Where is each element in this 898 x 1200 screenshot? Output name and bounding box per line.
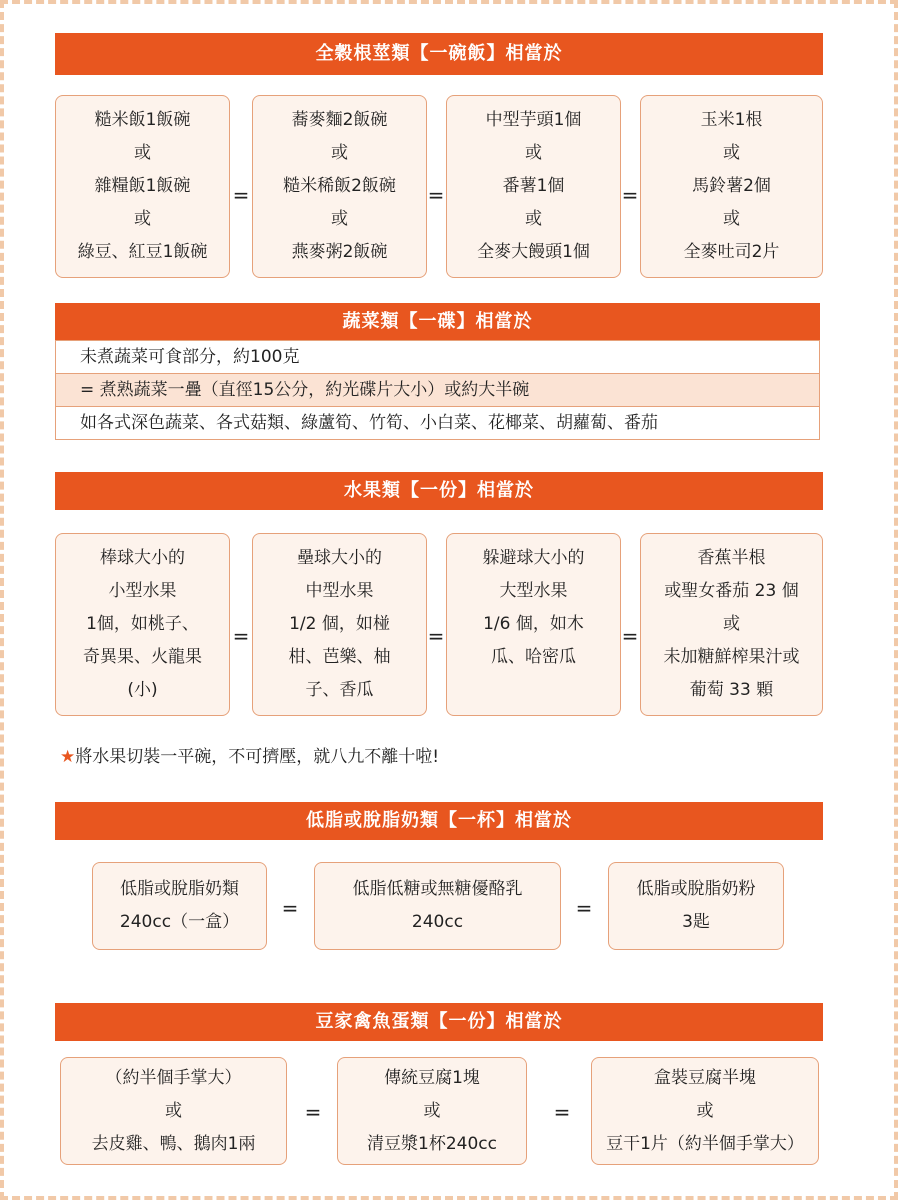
equals-sign: = [281, 896, 299, 920]
star-icon: ★ [60, 747, 76, 767]
grains-box-1 [55, 95, 230, 278]
dairy-box-2-line: 240cc [411, 912, 464, 932]
protein-box-2-line: 傳統豆腐1塊 [384, 1067, 480, 1088]
dairy-box-2 [314, 862, 561, 950]
dairy-box-2-line: 低脂低糖或無糖優酪乳 [352, 879, 523, 899]
fruits-box-4-line: 或 [723, 614, 740, 634]
protein-box-1 [60, 1057, 287, 1165]
dairy-title: 低脂或脫脂奶類【一杯】相當於 [55, 802, 823, 840]
fruits-box-1-line: (小) [127, 680, 158, 700]
equals-sign: = [232, 183, 250, 207]
protein-box-1-line: 或 [165, 1100, 182, 1121]
fruits-box-1-line: 奇異果、火龍果 [83, 647, 202, 667]
fruits-box-4-line: 葡萄 33 顆 [689, 680, 774, 700]
vegetables-table [55, 340, 820, 440]
grains-box-4-line: 或 [723, 209, 740, 229]
grains-box-4-line: 馬鈴薯2個 [692, 176, 771, 196]
fruits-box-3-line: 瓜、哈密瓜 [491, 647, 576, 667]
protein-box-2-line: 或 [423, 1100, 441, 1121]
grains-box-3-line: 番薯1個 [502, 176, 565, 196]
fruits-title: 水果類【一份】相當於 [55, 472, 823, 510]
protein-box-2-line: 清豆漿1杯240cc [367, 1133, 497, 1154]
grains-box-4 [640, 95, 823, 278]
dairy-box-1-line: 240cc（一盒） [119, 912, 240, 932]
grains-box-2-line: 糙米稀飯2飯碗 [283, 176, 396, 196]
fruits-box-3-line: 1/6 個，如木 [483, 614, 584, 634]
equals-sign: = [232, 624, 250, 648]
grains-box-2-line: 或 [331, 209, 348, 229]
dairy-box-1 [92, 862, 267, 950]
fruits-box-3-line: 躲避球大小的 [482, 548, 585, 568]
fruits-box-2-line: 1/2 個，如椪 [289, 614, 390, 634]
dairy-box-1-line: 低脂或脫脂奶類 [120, 879, 239, 899]
equals-sign: = [427, 183, 445, 207]
grains-box-3 [446, 95, 621, 278]
fruits-box-4-line: 或聖女番茄 23 個 [664, 581, 799, 601]
equals-sign: = [553, 1100, 571, 1124]
grains-box-3-line: 全麥大饅頭1個 [477, 242, 590, 262]
protein-title: 豆家禽魚蛋類【一份】相當於 [55, 1003, 823, 1041]
equals-sign: = [427, 624, 445, 648]
grains-box-3-line: 或 [525, 143, 542, 163]
protein-box-3-line: 豆干1片（約半個手掌大） [606, 1133, 804, 1154]
dairy-box-3-line: 低脂或脫脂奶粉 [636, 879, 756, 899]
fruits-box-1 [55, 533, 230, 716]
grains-box-1-line: 綠豆、紅豆1飯碗 [77, 242, 208, 262]
vegetables-row: = 煮熟蔬菜一疊（直徑15公分，約光碟片大小）或約大半碗 [56, 373, 819, 406]
fruits-box-2-line: 壘球大小的 [297, 548, 382, 568]
fruit-tip-note [60, 742, 439, 767]
grains-box-2-line: 燕麥粥2飯碗 [291, 242, 388, 262]
dairy-box-3 [608, 862, 784, 950]
fruits-box-4-line: 未加糖鮮榨果汁或 [663, 647, 800, 667]
protein-box-3 [591, 1057, 819, 1165]
grains-box-2 [252, 95, 427, 278]
fruits-box-3-line: 大型水果 [499, 581, 568, 601]
grains-title: 全穀根莖類【一碗飯】相當於 [55, 33, 823, 75]
fruits-box-2-line: 中型水果 [305, 581, 374, 601]
grains-box-1-line: 糙米飯1飯碗 [94, 110, 191, 130]
fruits-box-2 [252, 533, 427, 716]
vegetables-row: 未煮蔬菜可食部分，約100克 [56, 340, 819, 373]
fruits-box-4-line: 香蕉半根 [697, 548, 766, 568]
fruits-box-1-line: 棒球大小的 [100, 548, 185, 568]
equals-sign: = [575, 896, 593, 920]
dairy-box-3-line: 3匙 [682, 912, 710, 932]
protein-box-3-line: 或 [696, 1100, 714, 1121]
equals-sign: = [621, 624, 639, 648]
fruits-box-2-line: 子、香瓜 [305, 680, 374, 700]
grains-box-4-line: 玉米1根 [700, 110, 763, 130]
fruits-box-1-line: 小型水果 [108, 581, 177, 601]
grains-box-4-line: 或 [723, 143, 740, 163]
protein-box-2 [337, 1057, 527, 1165]
protein-box-1-line: （約半個手掌大） [105, 1067, 242, 1088]
fruits-box-3 [446, 533, 621, 716]
grains-box-1-line: 或 [134, 143, 151, 163]
vegetables-row: 如各式深色蔬菜、各式菇類、綠蘆筍、竹筍、小白菜、花椰菜、胡蘿蔔、番茄 [56, 406, 819, 439]
protein-box-1-line: 去皮雞、鴨、鵝肉1兩 [91, 1133, 256, 1154]
fruits-box-4 [640, 533, 823, 716]
equals-sign: = [621, 183, 639, 207]
fruits-box-1-line: 1個，如桃子、 [86, 614, 199, 634]
grains-box-1-line: 或 [134, 209, 151, 229]
equals-sign: = [304, 1100, 322, 1124]
grains-box-4-line: 全麥吐司2片 [683, 242, 780, 262]
vegetables-title: 蔬菜類【一碟】相當於 [55, 303, 820, 341]
grains-box-3-line: 中型芋頭1個 [485, 110, 582, 130]
grains-box-2-line: 或 [331, 143, 348, 163]
grains-box-1-line: 雜糧飯1飯碗 [94, 176, 191, 196]
grains-box-2-line: 蕎麥麵2飯碗 [291, 110, 388, 130]
fruit-tip-text: 將水果切裝一平碗，不可擠壓，就八九不離十啦! [75, 747, 440, 767]
protein-box-3-line: 盒裝豆腐半塊 [654, 1067, 756, 1088]
fruits-box-2-line: 柑、芭樂、柚 [288, 647, 391, 667]
grains-box-3-line: 或 [525, 209, 542, 229]
